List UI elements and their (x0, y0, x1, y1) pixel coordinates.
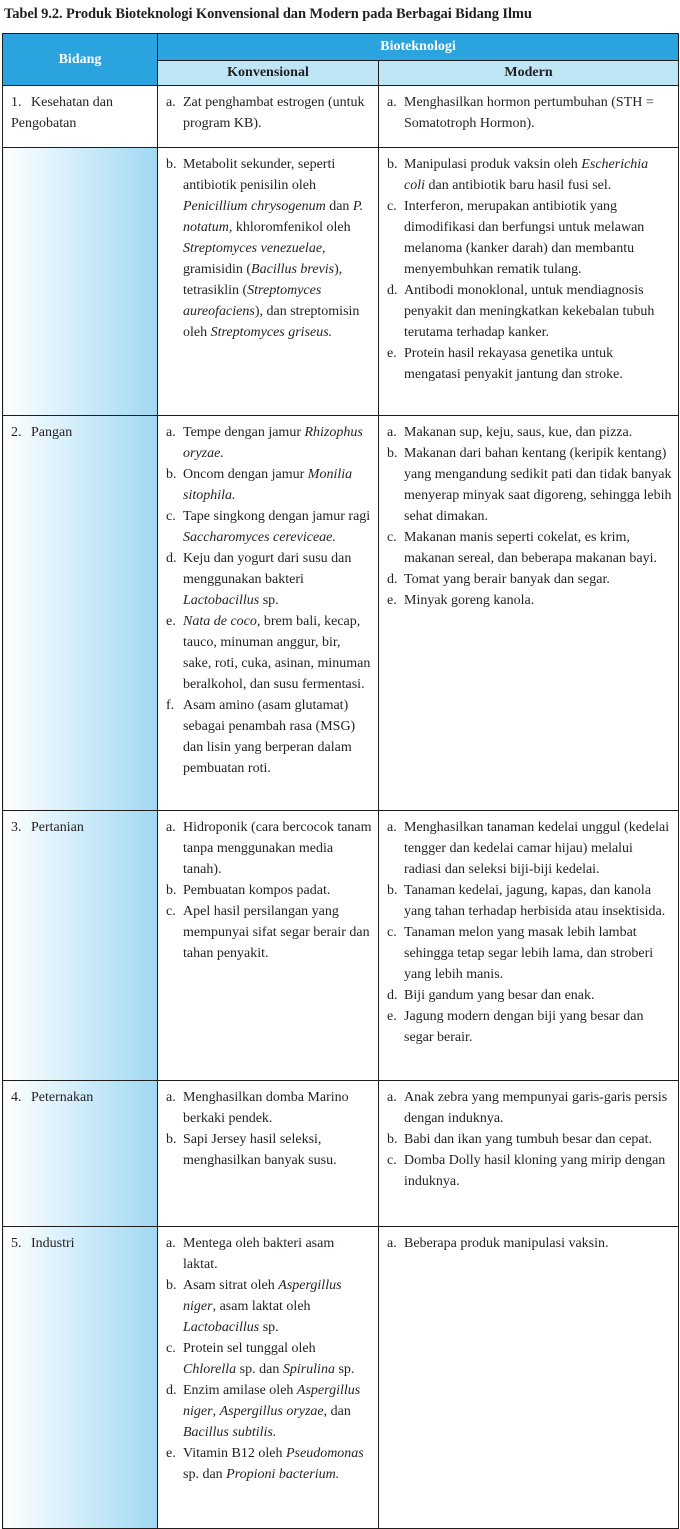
cell-konvensional (158, 1227, 379, 1529)
modern-list (385, 1233, 672, 1254)
cell-konvensional (158, 416, 379, 811)
bidang-label: Industri (31, 1236, 75, 1251)
item-letter: b. (387, 1132, 398, 1147)
list-item (385, 443, 672, 527)
list-item (164, 1275, 372, 1338)
modern-list (385, 817, 672, 1048)
list-item (385, 422, 672, 443)
item-text: Minyak goreng kanola. (404, 593, 535, 608)
item-text: Jagung modern dengan biji yang besar dan segar berair. (404, 1009, 644, 1045)
item-letter: b. (387, 883, 398, 898)
table-caption: Tabel 9.2. Produk Bioteknologi Konvensional dan Modern pada Berbagai Bidang Ilmu (4, 6, 532, 22)
list-item (164, 1087, 372, 1129)
item-text: Zat penghambat estrogen (untuk program KB). (183, 95, 365, 131)
item-text: Makanan dari bahan kentang (keripik kentang) yang mengandung sedikit pati dan tidak banyak menyerap minyak saat digoreng, sehingga lebih sehat dimakan. (404, 446, 672, 524)
item-text: Oncom dengan jamur Monilia sitophila. (183, 467, 353, 503)
konvensional-list (164, 422, 372, 779)
list-item (385, 922, 672, 985)
row-number: 2. (11, 425, 22, 440)
table-row (3, 416, 679, 811)
item-letter: e. (387, 346, 397, 361)
item-letter: a. (387, 1236, 397, 1251)
item-letter: e. (387, 593, 397, 608)
item-letter: c. (387, 925, 397, 940)
item-letter: d. (166, 551, 177, 566)
list-item (164, 92, 372, 134)
item-text: Tanaman melon yang masak lebih lambat sehingga tetap segar lebih lama, dan stroberi yang lebih manis. (404, 925, 654, 982)
list-item (385, 154, 672, 196)
cell-bidang (3, 86, 158, 148)
item-letter: b. (166, 1278, 177, 1293)
list-item (164, 901, 372, 964)
item-letter: a. (387, 1090, 397, 1105)
modern-list (385, 92, 672, 134)
row-number: 4. (11, 1090, 22, 1105)
item-letter: b. (166, 883, 177, 898)
item-text: Menghasilkan tanaman kedelai unggul (kedelai tengger dan kedelai camar hijau) melalui radiasi dan seleksi biji-biji kedelai. (404, 820, 670, 877)
item-text: Tanaman kedelai, jagung, kapas, dan kanola yang tahan terhadap herbisida atau insektisida. (404, 883, 666, 919)
header-konvensional: Konvensional (158, 61, 379, 86)
item-letter: a. (166, 425, 176, 440)
item-letter: a. (166, 1090, 176, 1105)
bidang-label: Pertanian (31, 820, 84, 835)
list-item (385, 1087, 672, 1129)
modern-list (385, 154, 672, 385)
list-item (385, 280, 672, 343)
konvensional-list (164, 1233, 372, 1485)
item-text: Antibodi monoklonal, untuk mendiagnosis penyakit dan meningkatkan kekebalan tubuh terutama terhadap kanker. (404, 283, 655, 340)
table-row (3, 1081, 679, 1227)
item-letter: a. (166, 1236, 176, 1251)
konvensional-list (164, 1087, 372, 1171)
row-number: 1. (11, 95, 22, 110)
list-item (385, 92, 672, 134)
table-row (3, 148, 679, 416)
list-item (385, 569, 672, 590)
item-letter: d. (166, 1383, 177, 1398)
item-letter: d. (387, 572, 398, 587)
item-letter: b. (166, 1132, 177, 1147)
list-item (164, 611, 372, 695)
row-number: 3. (11, 820, 22, 835)
item-text: Sapi Jersey hasil seleksi, menghasilkan banyak susu. (183, 1132, 337, 1168)
item-text: Manipulasi produk vaksin oleh Escherichia coli dan antibiotik baru hasil fusi sel. (404, 157, 649, 193)
item-letter: f. (166, 698, 175, 713)
cell-modern (379, 1081, 679, 1227)
item-text: Biji gandum yang besar dan enak. (404, 988, 595, 1003)
row-number: 5. (11, 1236, 22, 1251)
item-letter: c. (166, 1341, 176, 1356)
cell-bidang (3, 416, 158, 811)
konvensional-list (164, 154, 372, 343)
bidang-label: Pangan (31, 425, 73, 440)
bidang-label: Kesehatan dan Pengobatan (11, 95, 114, 131)
item-letter: a. (387, 95, 397, 110)
modern-list (385, 1087, 672, 1192)
konvensional-list (164, 92, 372, 134)
header-bioteknologi: Bioteknologi (158, 34, 679, 61)
list-item (385, 343, 672, 385)
list-item (385, 1129, 672, 1150)
item-text: Protein hasil rekayasa genetika untuk mengatasi penyakit jantung dan stroke. (404, 346, 623, 382)
item-letter: d. (387, 988, 398, 1003)
cell-konvensional (158, 148, 379, 416)
item-text: Tomat yang berair banyak dan segar. (404, 572, 610, 587)
list-item (164, 154, 372, 343)
item-letter: b. (387, 446, 398, 461)
list-item (164, 1380, 372, 1443)
item-letter: a. (387, 425, 397, 440)
item-text: Domba Dolly hasil kloning yang mirip dengan induknya. (404, 1153, 666, 1189)
list-item (164, 817, 372, 880)
table-body (3, 86, 679, 1529)
list-item (164, 548, 372, 611)
header-modern: Modern (379, 61, 679, 86)
item-letter: c. (387, 1153, 397, 1168)
list-item (164, 422, 372, 464)
list-item (385, 1150, 672, 1192)
item-text: Nata de coco, brem bali, kecap, tauco, minuman anggur, bir, sake, roti, cuka, asinan, minuman beralkohol, dan susu fermentasi. (183, 614, 371, 692)
cell-bidang (3, 811, 158, 1081)
item-letter: a. (166, 820, 176, 835)
item-letter: e. (387, 1009, 397, 1024)
cell-bidang (3, 1081, 158, 1227)
header-bidang: Bidang (3, 34, 158, 86)
item-letter: a. (166, 95, 176, 110)
item-text: Vitamin B12 oleh Pseudomonas sp. dan Propioni bacterium. (183, 1446, 364, 1482)
cell-konvensional (158, 1081, 379, 1227)
cell-modern (379, 148, 679, 416)
list-item (164, 1443, 372, 1485)
item-text: Interferon, merupakan antibiotik yang dimodifikasi dan berfungsi untuk melawan melanoma (kanker darah) dan membantu menyembuhkan rematik tulang. (404, 199, 645, 277)
item-letter: e. (166, 1446, 176, 1461)
cell-bidang (3, 148, 158, 416)
list-item (385, 880, 672, 922)
item-letter: a. (387, 820, 397, 835)
list-item (164, 695, 372, 779)
item-text: Asam sitrat oleh Aspergillus niger, asam laktat oleh Lactobacillus sp. (183, 1278, 342, 1335)
list-item (164, 1129, 372, 1171)
list-item (385, 985, 672, 1006)
item-letter: c. (166, 904, 176, 919)
item-letter: c. (387, 530, 397, 545)
table-row (3, 86, 679, 148)
item-text: Asam amino (asam glutamat) sebagai penambah rasa (MSG) dan lisin yang berperan dalam pembuatan roti. (183, 698, 356, 776)
konvensional-list (164, 817, 372, 964)
item-letter: b. (166, 467, 177, 482)
list-item (164, 1338, 372, 1380)
item-text: Tempe dengan jamur Rhizophus oryzae. (183, 425, 363, 461)
list-item (164, 506, 372, 548)
table-row (3, 811, 679, 1081)
item-text: Anak zebra yang mempunyai garis-garis persis dengan induknya. (404, 1090, 668, 1126)
bidang-label: Peternakan (31, 1090, 94, 1105)
cell-modern (379, 811, 679, 1081)
item-text: Metabolit sekunder, seperti antibiotik penisilin oleh Penicillium chrysogenum dan P. notatum, khloromfenikol oleh Streptomyces venezuelae, gramisidin (Bacillus brevis), tetrasiklin (Streptomyces aureofaciens), dan streptomisin oleh Streptomyces griseus. (183, 157, 364, 340)
item-text: Protein sel tunggal oleh Chlorella sp. dan Spirulina sp. (183, 1341, 355, 1377)
item-letter: c. (166, 509, 176, 524)
list-item (385, 1006, 672, 1048)
item-text: Tape singkong dengan jamur ragi Saccharomyces cereviceae. (183, 509, 371, 545)
item-text: Menghasilkan domba Marino berkaki pendek. (183, 1090, 349, 1126)
item-text: Makanan manis seperti cokelat, es krim, makanan sereal, dan beberapa makanan bayi. (404, 530, 658, 566)
cell-modern (379, 86, 679, 148)
item-text: Pembuatan kompos padat. (183, 883, 331, 898)
list-item (385, 590, 672, 611)
item-text: Makanan sup, keju, saus, kue, dan pizza. (404, 425, 633, 440)
list-item (164, 880, 372, 901)
item-text: Mentega oleh bakteri asam laktat. (183, 1236, 335, 1272)
list-item (385, 196, 672, 280)
item-text: Menghasilkan hormon pertumbuhan (STH = Somatotroph Hormon). (404, 95, 654, 131)
item-text: Babi dan ikan yang tumbuh besar dan cepat. (404, 1132, 653, 1147)
list-item (385, 1233, 672, 1254)
item-letter: c. (387, 199, 397, 214)
cell-bidang (3, 1227, 158, 1529)
item-text: Enzim amilase oleh Aspergillus niger, Aspergillus oryzae, dan Bacillus subtilis. (183, 1383, 361, 1440)
list-item (164, 1233, 372, 1275)
item-letter: b. (387, 157, 398, 172)
list-item (385, 817, 672, 880)
item-text: Apel hasil persilangan yang mempunyai sifat segar berair dan tahan penyakit. (183, 904, 370, 961)
item-letter: b. (166, 157, 177, 172)
cell-konvensional (158, 86, 379, 148)
list-item (385, 527, 672, 569)
modern-list (385, 422, 672, 611)
cell-modern (379, 1227, 679, 1529)
biotechnology-table (2, 33, 679, 1529)
item-letter: e. (166, 614, 176, 629)
item-text: Beberapa produk manipulasi vaksin. (404, 1236, 609, 1251)
item-text: Keju dan yogurt dari susu dan menggunakan bakteri Lactobacillus sp. (183, 551, 352, 608)
table-row (3, 1227, 679, 1529)
item-letter: d. (387, 283, 398, 298)
item-text: Hidroponik (cara bercocok tanam tanpa menggunakan media tanah). (183, 820, 372, 877)
cell-modern (379, 416, 679, 811)
list-item (164, 464, 372, 506)
cell-konvensional (158, 811, 379, 1081)
